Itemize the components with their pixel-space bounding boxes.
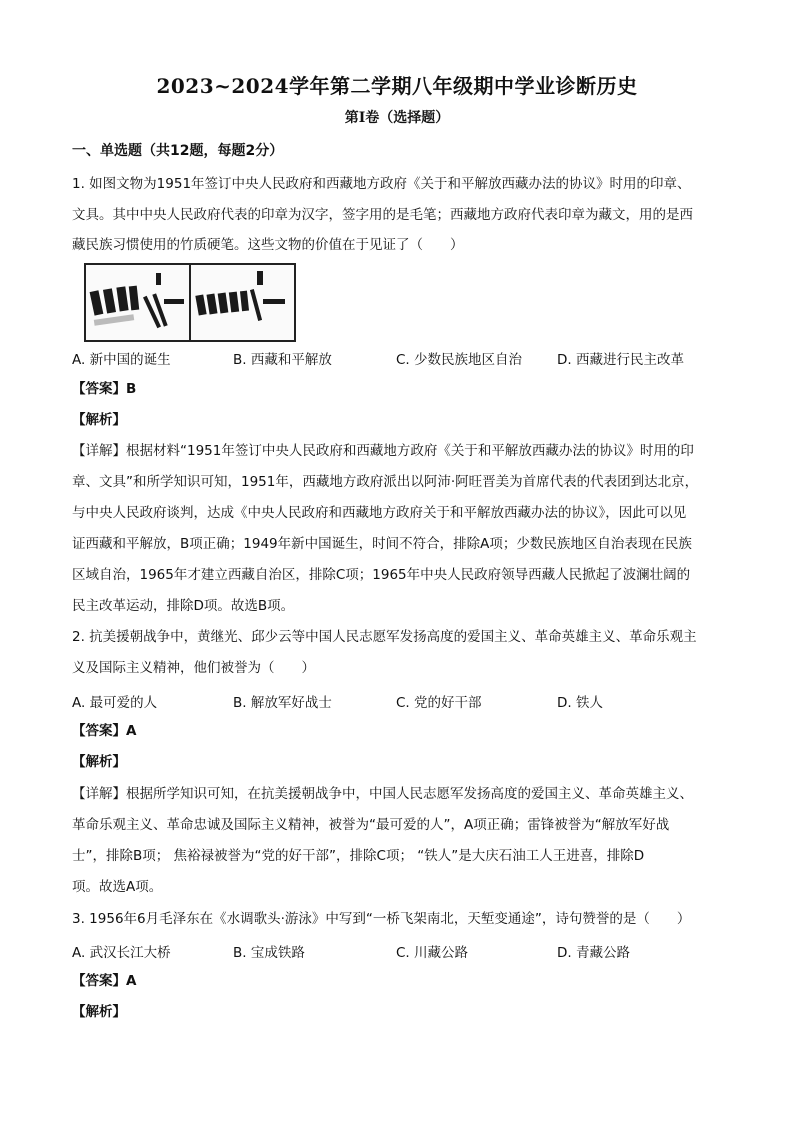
q1-option-d: D. 西藏进行民主改革 [557, 352, 684, 368]
q1-detail-2: 章、文具”和所学知识可知，1951年，西藏地方政府派出以阿沛·阿旺晋美为首席代表的代表团到达北京， [72, 474, 699, 490]
q3-answer: 【答案】A [72, 973, 137, 989]
q1-option-a: A. 新中国的诞生 [72, 352, 171, 368]
q3-analysis: 【解析】 [72, 1004, 126, 1020]
q1-analysis: 【解析】 [72, 412, 126, 428]
q1-line-2: 文具。其中中央人民政府代表的印章为汉字，签字用的是毛笔；西藏地方政府代表印章为藏文，用的是西 [72, 207, 693, 223]
q3-line-1: 3. 1956年6月毛泽东在《水调歌头·游泳》中写到“一桥飞架南北，天堑变通途”，诗句赞誉的是（ ） [72, 911, 691, 927]
q1-answer: 【答案】B [72, 381, 137, 397]
q1-detail-1: 【详解】根据材料“1951年签订中央人民政府和西藏地方政府《关于和平解放西藏办法的协议》时用的印 [72, 443, 694, 459]
q2-option-c: C. 党的好干部 [396, 695, 482, 711]
q2-analysis: 【解析】 [72, 754, 126, 770]
artifact-photo-left [86, 265, 191, 340]
q2-answer: 【答案】A [72, 723, 137, 739]
q2-line-1: 2. 抗美援朝战争中，黄继光、邱少云等中国人民志愿军发扬高度的爱国主义、革命英雄主义、革命乐观主 [72, 629, 697, 645]
q1-detail-6: 民主改革运动，排除D项。故选B项。 [72, 598, 295, 614]
q2-detail-1: 【详解】根据所学知识可知，在抗美援朝战争中，中国人民志愿军发扬高度的爱国主义、革命英雄主义、 [72, 786, 693, 802]
q2-detail-2: 革命乐观主义、革命忠诚及国际主义精神，被誉为“最可爱的人”，A项正确；雷锋被誉为“解放军好战 [72, 817, 670, 833]
section-heading: 一、单选题（共12题，每题2分） [72, 143, 284, 159]
artifact-photo-right [191, 265, 294, 340]
q1-option-b: B. 西藏和平解放 [233, 352, 332, 368]
exam-title: 2023~2024学年第二学期八年级期中学业诊断历史 [156, 74, 638, 98]
q3-option-c: C. 川藏公路 [396, 945, 469, 961]
q2-option-d: D. 铁人 [557, 695, 603, 711]
q1-detail-4: 证西藏和平解放，B项正确；1949年新中国诞生，时间不符合，排除A项；少数民族地区自治表现在民族 [72, 536, 692, 552]
q2-detail-4: 项。故选A项。 [72, 879, 163, 895]
q2-option-b: B. 解放军好战士 [233, 695, 332, 711]
q1-detail-3: 与中央人民政府谈判，达成《中央人民政府和西藏地方政府关于和平解放西藏办法的协议》，因此可以见 [72, 505, 687, 521]
q3-option-a: A. 武汉长江大桥 [72, 945, 171, 961]
q1-line-1: 1. 如图文物为1951年签订中央人民政府和西藏地方政府《关于和平解放西藏办法的协议》时用的印章、 [72, 176, 691, 192]
artifact-photo [84, 263, 296, 342]
seals-and-brush-image-left [86, 265, 188, 336]
exam-subtitle: 第Ⅰ卷（选择题） [344, 110, 450, 126]
q1-line-3: 藏民族习惯使用的竹质硬笔。这些文物的价值在于见证了（ ） [72, 237, 464, 253]
q1-option-c: C. 少数民族地区自治 [396, 352, 523, 368]
q3-option-b: B. 宝成铁路 [233, 945, 305, 961]
q1-detail-5: 区域自治，1965年才建立西藏自治区，排除C项；1965年中央人民政府领导西藏人民掀起了波澜壮阔的 [72, 567, 691, 583]
seals-and-brush-image-right [191, 265, 293, 336]
q2-detail-3: 士”，排除B项； 焦裕禄被誉为“党的好干部”，排除C项； “铁人”是大庆石油工人王进喜，排除D [72, 848, 645, 864]
q2-option-a: A. 最可爱的人 [72, 695, 158, 711]
q2-line-2: 义及国际主义精神，他们被誉为（ ） [72, 660, 315, 676]
q3-option-d: D. 青藏公路 [557, 945, 630, 961]
